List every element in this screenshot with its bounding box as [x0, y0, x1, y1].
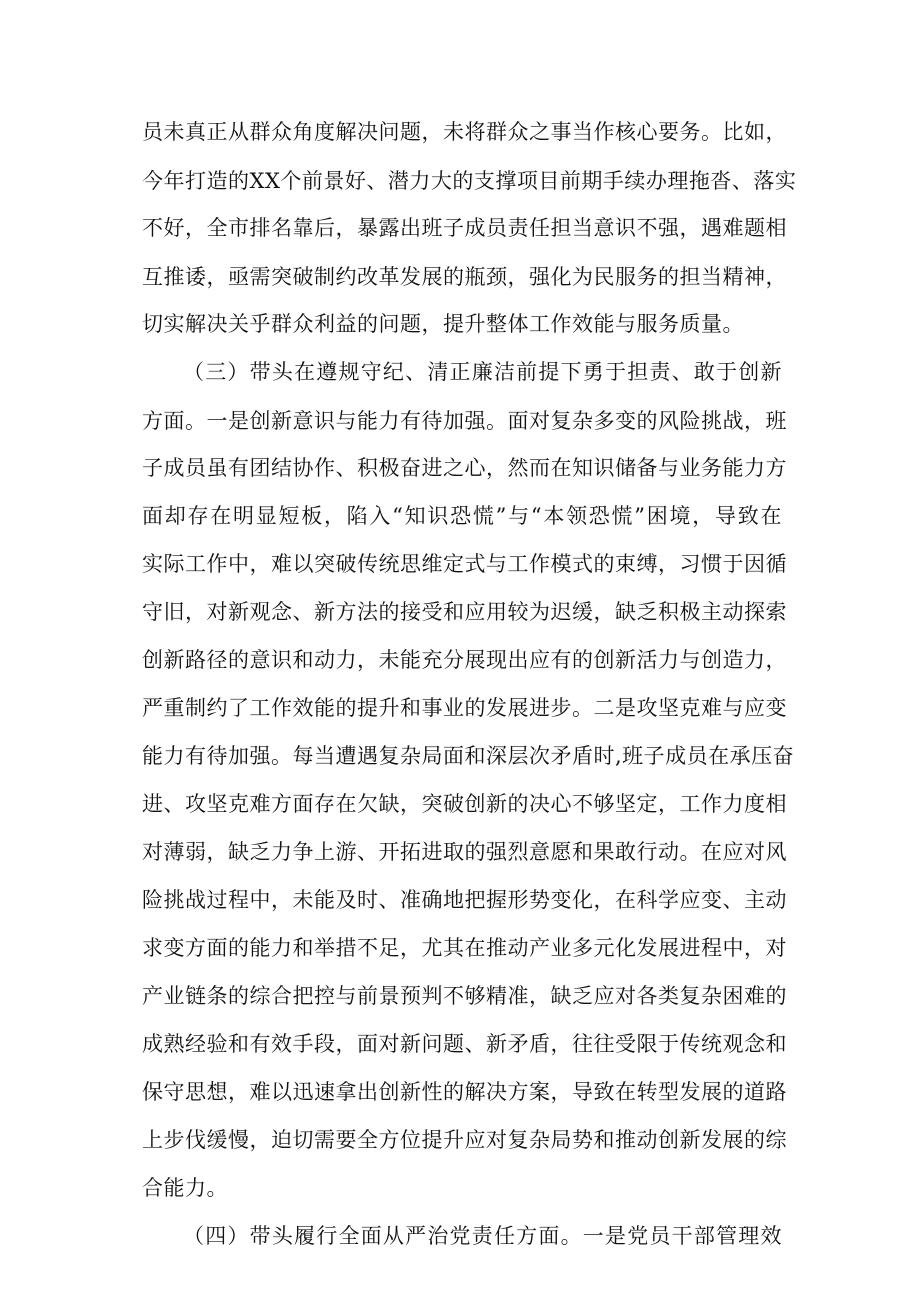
text-line-8: 子成员虽有团结协作、积极奋进之心，然而在知识储备与业务能力方	[142, 456, 787, 480]
text-line-22: 上步伐缓慢，迫切需要全方位提升应对复杂局势和推动创新发展的综	[142, 1128, 787, 1152]
text-line-11: 守旧，对新观念、新方法的接受和应用较为迟缓，缺乏积极主动探索	[142, 600, 787, 624]
text-line-14: 能力有待加强。每当遭遇复杂局面和深层次矛盾时,班子成员在承压奋	[142, 744, 795, 768]
text-line-6-section-heading: （三）带头在遵规守纪、清正廉洁前提下勇于担责、敢于创新	[183, 360, 782, 384]
text-line-24-section-heading: （四）带头履行全面从严治党责任方面。一是党员干部管理效	[183, 1224, 782, 1248]
text-line-16: 对薄弱，缺乏力争上游、开拓进取的强烈意愿和果敢行动。在应对风	[142, 840, 787, 864]
text-line-7: 方面。一是创新意识与能力有待加强。面对复杂多变的风险挑战，班	[142, 409, 787, 433]
text-line-9: 面却存在明显短板，陷入“知识恐慌”与“本领恐慌”困境，导致在	[142, 504, 782, 528]
text-line-1: 员未真正从群众角度解决问题，未将群众之事当作核心要务。比如，	[142, 120, 787, 144]
text-line-20: 成熟经验和有效手段，面对新问题、新矛盾，往往受限于传统观念和	[142, 1032, 787, 1056]
text-line-4: 互推诿，亟需突破制约改革发展的瓶颈，强化为民服务的担当精神，	[142, 265, 787, 289]
text-line-10: 实际工作中，难以突破传统思维定式与工作模式的束缚，习惯于因循	[142, 552, 787, 576]
text-line-15: 进、攻坚克难方面存在欠缺，突破创新的决心不够坚定，工作力度相	[142, 792, 787, 816]
text-line-19: 产业链条的综合把控与前景预判不够精准，缺乏应对各类复杂困难的	[142, 984, 787, 1008]
text-line-3: 不好，全市排名靠后，暴露出班子成员责任担当意识不强，遇难题相	[142, 216, 787, 240]
text-line-21: 保守思想，难以迅速拿出创新性的解决方案，导致在转型发展的道路	[142, 1080, 787, 1104]
text-line-13: 严重制约了工作效能的提升和事业的发展进步。二是攻坚克难与应变	[142, 696, 787, 720]
text-line-5: 切实解决关乎群众利益的问题，提升整体工作效能与服务质量。	[142, 312, 744, 336]
text-line-23: 合能力。	[142, 1176, 228, 1200]
text-line-18: 求变方面的能力和举措不足，尤其在推动产业多元化发展进程中，对	[142, 936, 787, 960]
text-line-12: 创新路径的意识和动力，未能充分展现出应有的创新活力与创造力，	[142, 648, 787, 672]
text-line-17: 险挑战过程中，未能及时、准确地把握形势变化，在科学应变、主动	[142, 888, 787, 912]
text-line-2: 今年打造的XX个前景好、潜力大的支撑项目前期手续办理拖沓、落实	[142, 169, 797, 193]
